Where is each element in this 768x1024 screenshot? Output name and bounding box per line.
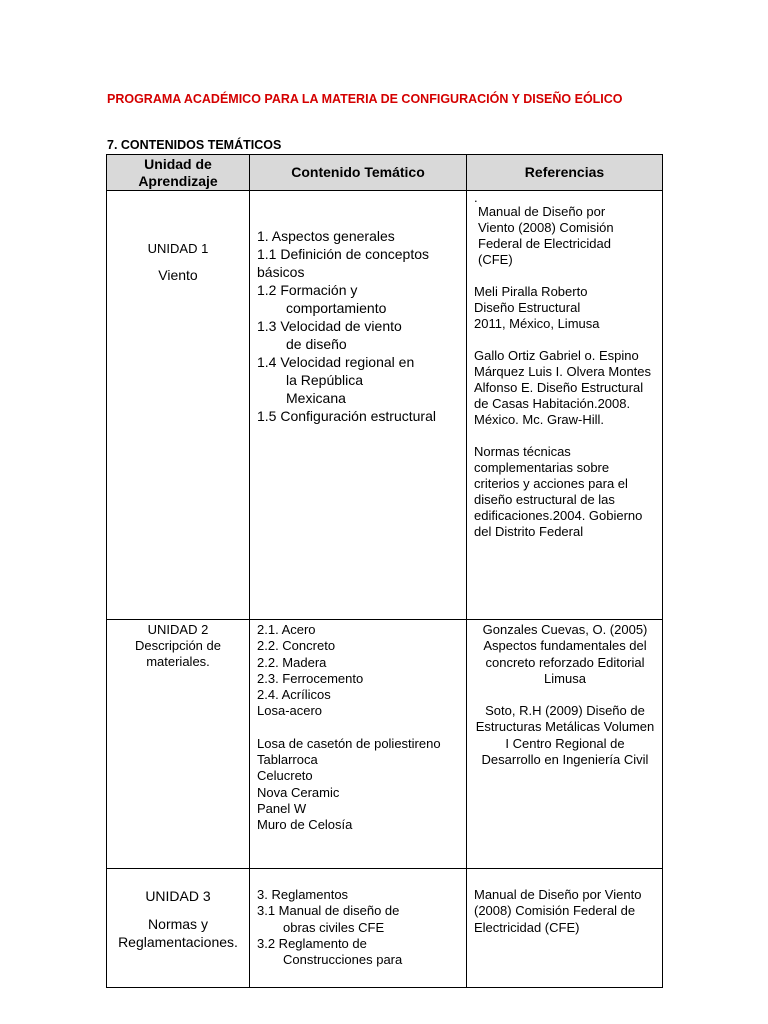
list-item — [472, 703, 658, 768]
list-item: Losa-acero — [257, 703, 323, 719]
reference-list — [472, 622, 658, 768]
list-item: Panel W — [257, 800, 307, 816]
list-item: 2.3. Ferrocemento — [257, 670, 364, 686]
references-marker: . — [474, 190, 478, 205]
table-header-row — [107, 155, 663, 191]
reference-text: Gonzales Cuevas, O. (2005) Aspectos fundamentales del concreto reforzado Editorial Limusa — [482, 622, 648, 686]
list-item: Losa de casetón de poliestireno — [257, 735, 441, 751]
list-item: Manual de Diseño por Viento (2008) Comisión Federal de Electricidad (CFE) — [478, 204, 614, 267]
list-item: 1. Aspectos generales — [257, 228, 395, 244]
list-item: 2.1. Acero — [257, 622, 316, 637]
document-title: PROGRAMA ACADÉMICO PARA LA MATERIA DE CONFIGURACIÓN Y DISEÑO EÓLICO — [107, 92, 623, 106]
reference-list — [474, 887, 658, 936]
table-row — [107, 191, 663, 620]
topic-list — [257, 227, 462, 425]
table-row — [107, 869, 663, 988]
contents-table — [106, 154, 663, 988]
header-unit: Unidad de Aprendizaje — [107, 155, 250, 191]
topic-list — [257, 887, 462, 968]
table-row — [107, 620, 663, 869]
list-item: 1.3 Velocidad de viento de diseño — [257, 318, 402, 352]
unit-label: UNIDAD 2 — [147, 622, 209, 637]
list-item: Manual de Diseño por Viento (2008) Comisión Federal de Electricidad (CFE) — [474, 887, 642, 935]
list-item — [472, 622, 658, 687]
unit-name: Viento — [158, 267, 198, 283]
list-item: 1.1 Definición de conceptos básicos — [257, 246, 429, 280]
list-item: 2.2. Concreto — [257, 638, 336, 654]
topics-cell — [250, 869, 467, 988]
reference-text: Soto, R.H (2009) Diseño de Estructuras Metálicas Volumen I Centro Regional de Desarrollo en Ingeniería Civil — [475, 703, 655, 768]
unit-label: UNIDAD 3 — [145, 888, 211, 904]
list-item: Nova Ceramic — [257, 784, 340, 800]
reference-list — [474, 204, 658, 540]
list-item: Celucreto — [257, 768, 313, 784]
list-item: Meli Piralla Roberto Diseño Estructural 2011, México, Limusa — [474, 284, 600, 331]
unit-cell — [107, 191, 250, 620]
references-cell — [467, 869, 663, 988]
header-references: Referencias — [467, 155, 663, 191]
list-spacer — [257, 720, 462, 736]
topic-list — [257, 622, 462, 834]
section-heading: 7. CONTENIDOS TEMÁTICOS — [107, 138, 282, 152]
list-item: 3.2 Reglamento de Construcciones para — [257, 935, 403, 968]
unit-name: Normas y Reglamentaciones. — [118, 916, 238, 950]
topics-cell — [250, 191, 467, 620]
list-item: 2.2. Madera — [257, 654, 327, 670]
list-item: 3.1 Manual de diseño de obras civiles CFE — [257, 903, 400, 935]
topics-cell — [250, 620, 467, 869]
references-cell — [467, 191, 663, 620]
unit-cell — [107, 620, 250, 869]
references-cell — [467, 620, 663, 869]
list-item: Normas técnicas complementarias sobre criterios y acciones para el diseño estructural de las edificaciones.2004. Gobierno del Distrito Federal — [474, 444, 643, 539]
list-item: 1.2 Formación y comportamiento — [257, 282, 387, 316]
list-item: Muro de Celosía — [257, 817, 353, 833]
list-item: 2.4. Acrílicos — [257, 687, 331, 703]
unit-cell — [107, 869, 250, 988]
unit-label: UNIDAD 1 — [147, 241, 209, 256]
list-item: Gallo Ortiz Gabriel o. Espino Márquez Luis I. Olvera Montes Alfonso E. Diseño Estructural de Casas Habitación.2008. México. Mc. Graw-Hill. — [474, 348, 652, 427]
list-item: 3. Reglamentos — [257, 887, 349, 902]
list-item: 1.4 Velocidad regional en la República Mexicana — [257, 354, 415, 406]
unit-name: Descripción de materiales. — [135, 638, 221, 669]
header-content: Contenido Temático — [250, 155, 467, 191]
list-item: 1.5 Configuración estructural — [257, 408, 436, 424]
list-item: Tablarroca — [257, 752, 318, 768]
